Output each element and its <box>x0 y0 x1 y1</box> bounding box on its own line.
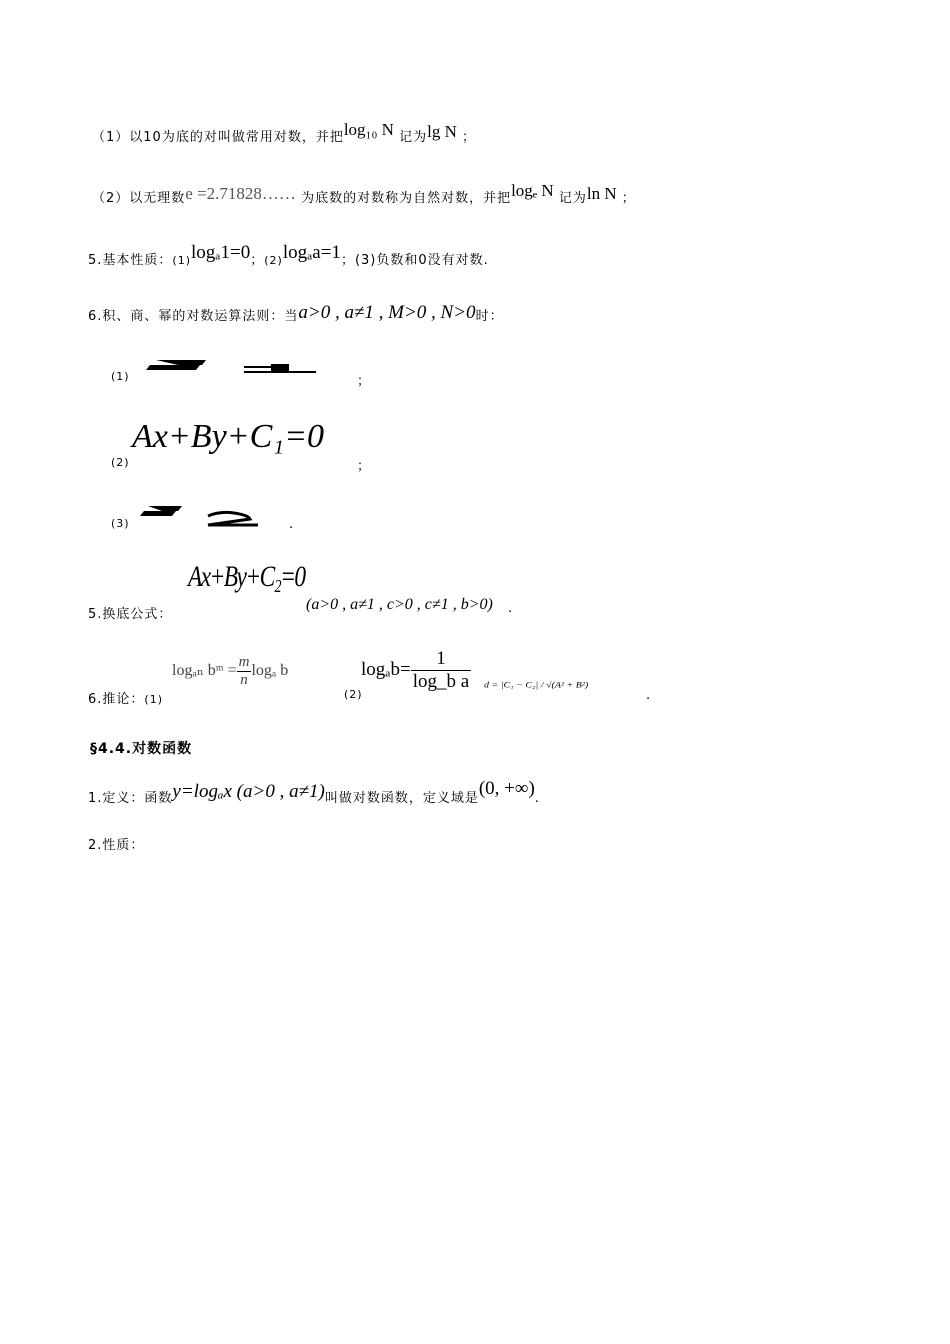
math-part: logₐ b <box>251 662 289 680</box>
math-line-equation-1: Ax+By+C₁=0 <box>132 418 325 455</box>
line-log-rules <box>88 304 504 326</box>
line-corollaries <box>88 688 163 707</box>
math-e-value: e =2.71828…… <box>185 184 296 203</box>
math-part: logₐₙ bᵐ = <box>172 662 237 680</box>
math-base-conditions: (a>0 , a≠1 , c>0 , c≠1 , b>0) <box>306 596 493 613</box>
text: ； <box>621 191 636 206</box>
text: 6.推论： <box>88 692 145 707</box>
item-number: (3) <box>111 517 130 530</box>
math-corollary-2 <box>361 648 471 693</box>
math-ln-n: ln N <box>586 184 617 203</box>
math-log-a-1: logₐ1=0 <box>191 242 251 263</box>
math-part: logₐb= <box>361 658 411 680</box>
line-natural-log <box>92 181 636 207</box>
math-line-equation-2: Ax+By+C₂=0 <box>188 560 305 593</box>
math-log-a-a: logₐa=1 <box>282 242 341 263</box>
item-number: (2) <box>264 254 283 267</box>
text: 1.定义：函数 <box>88 791 173 806</box>
fraction-denominator: n <box>240 672 248 688</box>
text: ； <box>461 130 476 145</box>
section-heading: §4.4.对数函数 <box>90 741 193 757</box>
formula-rule-1-image <box>144 356 324 384</box>
text: ； <box>250 253 265 268</box>
line-common-log <box>92 120 476 146</box>
item-number: (2) <box>344 688 363 701</box>
line-basic-properties <box>88 242 489 270</box>
text: 为底数的对数称为自然对数，并把 <box>301 191 512 206</box>
item-number: (2) <box>111 456 130 469</box>
text: ； <box>357 459 372 474</box>
item-number: (1) <box>144 693 163 706</box>
math-distance-formula: d = |C₁ − C₂| / √(A² + B²) <box>484 681 589 690</box>
text: 记为 <box>399 130 428 145</box>
item-number: (1) <box>172 254 191 267</box>
text: ； <box>340 253 355 268</box>
text: （1）以10为底的对叫做常用对数，并把 <box>92 130 344 145</box>
math-log10-n: log₁₀ N <box>343 120 394 139</box>
text: . <box>508 601 514 616</box>
text: 5.基本性质： <box>88 253 173 268</box>
math-conditions: a>0 , a≠1 , M>0 , N>0 <box>298 302 476 323</box>
text: (3)负数和0没有对数. <box>354 253 489 268</box>
text: . <box>289 517 295 532</box>
math-corollary-1 <box>172 654 288 689</box>
formula-rule-3-image <box>138 503 268 529</box>
text: 2.性质： <box>88 838 145 853</box>
line-definition <box>88 778 540 808</box>
math-log-function: y=logₐx (a>0 , a≠1) <box>172 781 325 802</box>
text: 5.换底公式： <box>88 607 173 622</box>
text: 时： <box>475 309 504 324</box>
text: 记为 <box>558 191 587 206</box>
text: （2）以无理数 <box>92 191 186 206</box>
text: 6.积、商、幂的对数运算法则：当 <box>88 309 299 324</box>
fraction-denominator: log_b a <box>412 671 470 692</box>
math-domain: (0, +∞) <box>478 778 535 799</box>
math-loge-n: logₑ N <box>511 181 554 200</box>
text: . <box>646 688 652 703</box>
fraction-numerator: m <box>238 654 250 670</box>
item-number: (1) <box>111 370 130 383</box>
text: . <box>534 791 540 806</box>
text: ； <box>357 374 372 389</box>
text: 叫做对数函数，定义域是 <box>324 791 479 806</box>
fraction-numerator: 1 <box>411 648 471 671</box>
math-lg-n: lg N <box>427 122 457 141</box>
